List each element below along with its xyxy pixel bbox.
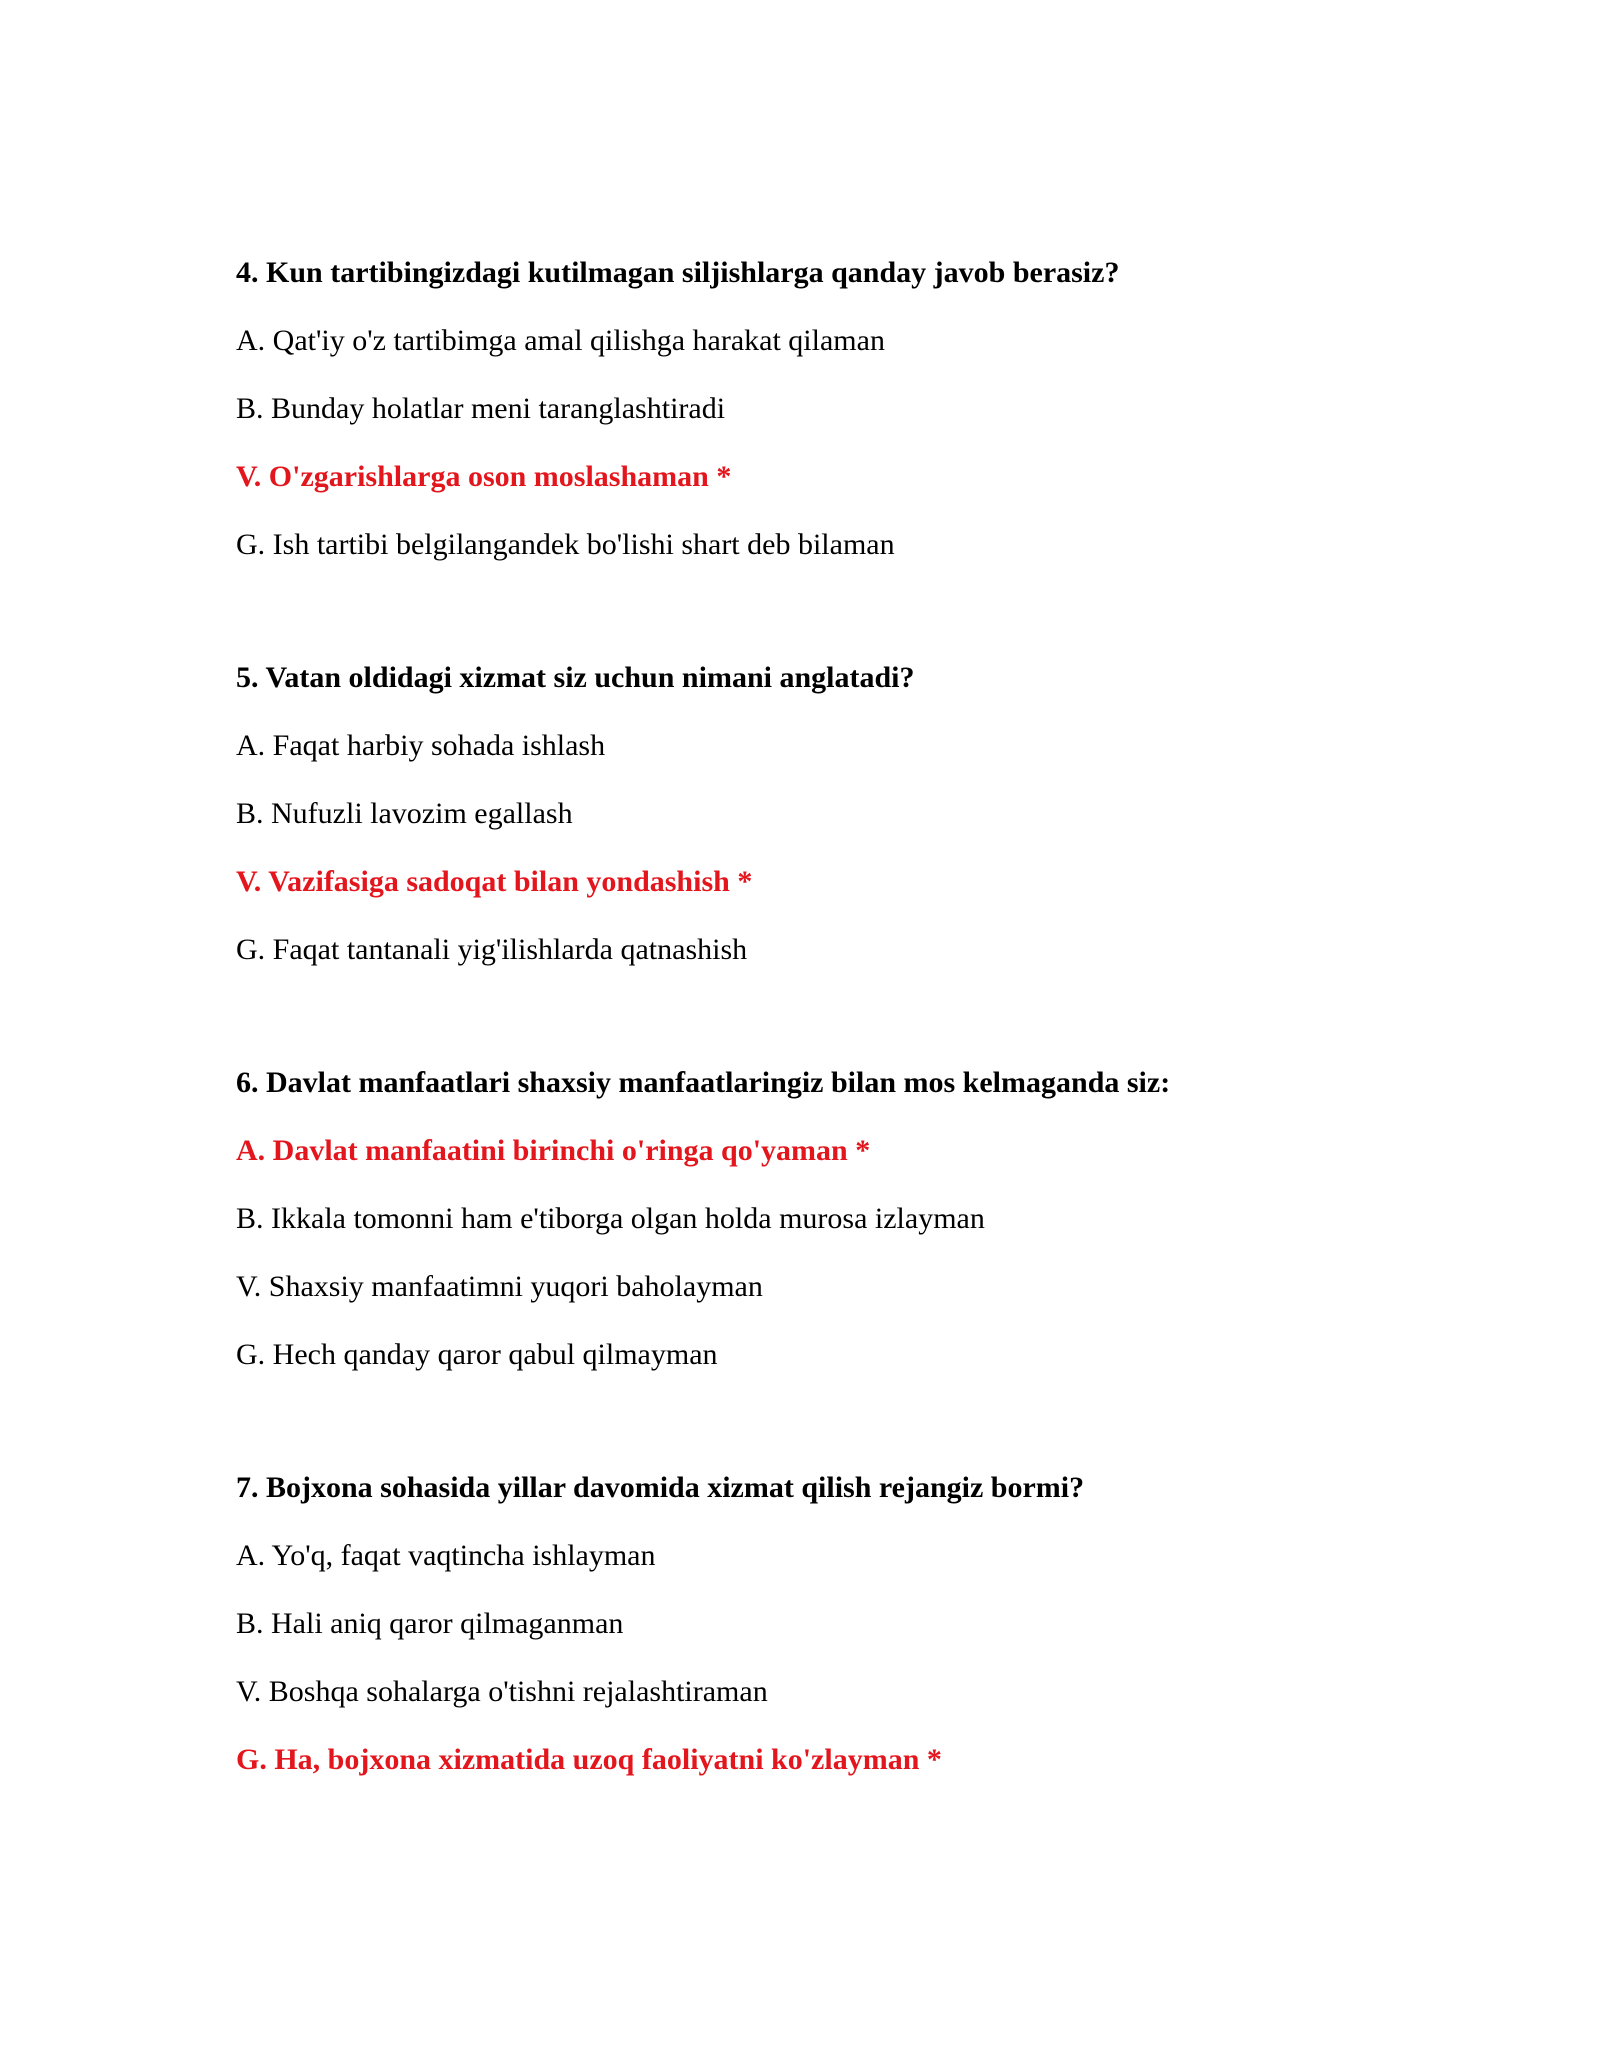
question-text: 6. Davlat manfaatlari shaxsiy manfaatlaringiz bilan mos kelmaganda siz:: [236, 1066, 1171, 1099]
answer-option-g: G. Hech qanday qaror qabul qilmayman: [236, 1338, 718, 1371]
answer-option-g: G. Faqat tantanali yig'ilishlarda qatnashish: [236, 933, 748, 966]
answer-option-g: G. Ish tartibi belgilangandek bo'lishi shart deb bilaman: [236, 528, 895, 561]
question-text: 5. Vatan oldidagi xizmat siz uchun nimani anglatadi?: [236, 661, 915, 694]
question-block-5: [236, 657, 1436, 997]
question-block-6: [236, 1062, 1436, 1402]
question-block-4: [236, 252, 1436, 592]
answer-option-b: B. Bunday holatlar meni taranglashtiradi: [236, 392, 726, 425]
correct-answer-option-v: V. O'zgarishlarga oson moslashaman *: [236, 460, 732, 493]
answer-option-b: B. Hali aniq qaror qilmaganman: [236, 1607, 624, 1640]
question-text: 4. Kun tartibingizdagi kutilmagan siljishlarga qanday javob berasiz?: [236, 256, 1120, 289]
answer-option-a: A. Faqat harbiy sohada ishlash: [236, 729, 606, 762]
question-block-7: [236, 1467, 1436, 1807]
correct-answer-option-v: V. Vazifasiga sadoqat bilan yondashish *: [236, 865, 753, 898]
answer-option-v: V. Boshqa sohalarga o'tishni rejalashtiraman: [236, 1675, 768, 1708]
answer-option-b: B. Nufuzli lavozim egallash: [236, 797, 573, 830]
correct-answer-option-g: G. Ha, bojxona xizmatida uzoq faoliyatni ko'zlayman *: [236, 1743, 942, 1776]
answer-option-b: B. Ikkala tomonni ham e'tiborga olgan holda murosa izlayman: [236, 1202, 985, 1235]
answer-option-a: A. Qat'iy o'z tartibimga amal qilishga harakat qilaman: [236, 324, 885, 357]
correct-answer-option-a: A. Davlat manfaatini birinchi o'ringa qo'yaman *: [236, 1134, 871, 1167]
question-text: 7. Bojxona sohasida yillar davomida xizmat qilish rejangiz bormi?: [236, 1471, 1085, 1504]
answer-option-a: A. Yo'q, faqat vaqtincha ishlayman: [236, 1539, 656, 1572]
answer-option-v: V. Shaxsiy manfaatimni yuqori baholayman: [236, 1270, 763, 1303]
